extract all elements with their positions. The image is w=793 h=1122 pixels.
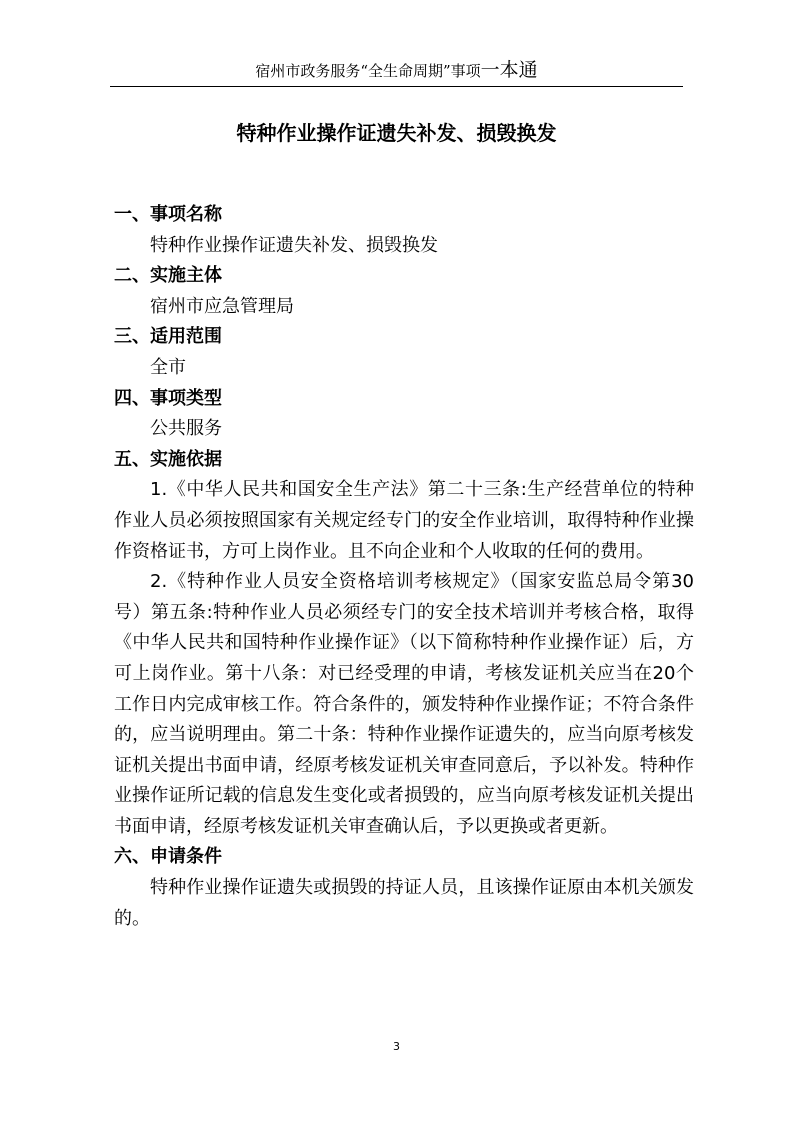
section-heading-item-name: 一、事项名称 bbox=[114, 204, 222, 225]
page-header bbox=[110, 58, 683, 87]
section-heading-implementing-body: 二、实施主体 bbox=[114, 265, 222, 287]
section-body-item-type: 公共服务 bbox=[150, 418, 222, 440]
legal-basis-paragraph-1: 1.《中华人民共和国安全生产法》第二十三条:生产经营单位的特种作业人员必须按照国家有关规定经专门的安全作业培训，取得特种作业操作资格证书，方可上岗作业。且不向企业和个人收取的任何的费用。 bbox=[114, 479, 694, 562]
section-body-implementing-body: 宿州市应急管理局 bbox=[150, 295, 294, 317]
section-body-scope: 全市 bbox=[150, 356, 186, 378]
page-number: 3 bbox=[393, 1040, 400, 1053]
header-text: 宿州市政务服务“全生命周期”事项 bbox=[255, 62, 481, 80]
section-heading-legal-basis: 五、实施依据 bbox=[114, 448, 222, 470]
legal-basis-paragraph-2: 2.《特种作业人员安全资格培训考核规定》（国家安监总局令第30号）第五条:特种作业人员必须经专门的安全技术培训并考核合格，取得《中华人民共和国特种作业操作证》（以下简称特种作业操作证）后，方可上岗作业。第十八条：对已经受理的申请，考核发证机关应当在20个工作日内完成审核工作。符合条件的，颁发特种作业操作证；不符合条件的，应当说明理由。第二十条：特种作业操作证遗失的，应当向原考核发证机关提出书面申请，经原考核发证机关审查同意后，予以补发。特种作业操作证所记载的信息发生变化或者损毁的，应当向原考核发证机关提出书面申请，经原考核发证机关审查确认后，予以更换或者更新。 bbox=[114, 571, 694, 837]
section-heading-scope: 三、适用范围 bbox=[114, 326, 222, 348]
conditions-paragraph: 特种作业操作证遗失或损毁的持证人员，且该操作证原由本机关颁发的。 bbox=[114, 877, 694, 929]
section-heading-conditions: 六、申请条件 bbox=[114, 846, 222, 868]
document-body bbox=[114, 200, 694, 934]
section-heading-item-type: 四、事项类型 bbox=[114, 387, 222, 409]
document-title: 特种作业操作证遗失补发、损毁换发 bbox=[236, 121, 557, 145]
section-body-item-name: 特种作业操作证遗失补发、损毁换发 bbox=[150, 234, 438, 256]
header-text-large: 一本通 bbox=[480, 59, 538, 81]
